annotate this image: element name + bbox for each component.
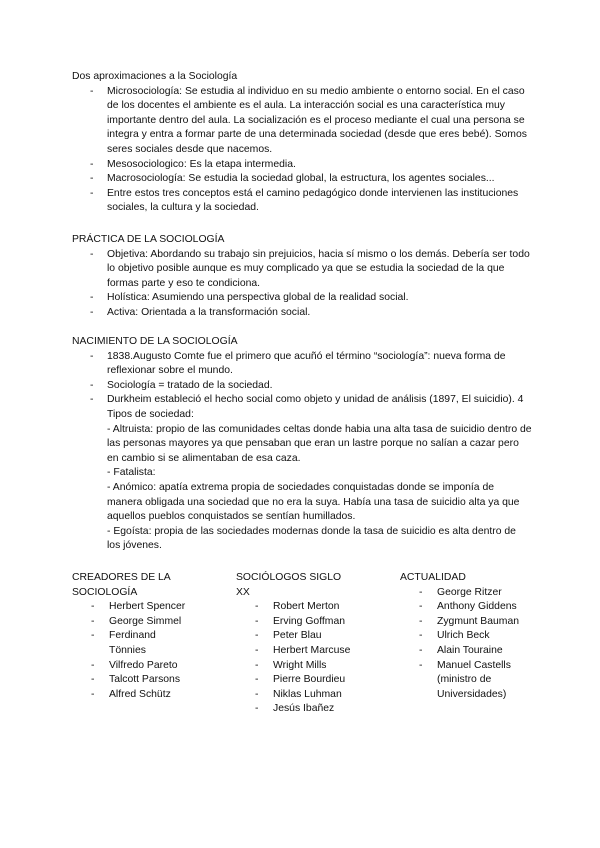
list-item: - Alfred Schütz [72, 688, 202, 703]
list-item: - Peter Blau [236, 629, 371, 644]
section-birth [72, 335, 532, 554]
section-practice [72, 233, 532, 321]
list-item: - Anthony Giddens [400, 600, 535, 615]
list-item: - Macrosociología: Se estudia la sociedad global, la estructura, los agentes sociales... [72, 172, 532, 187]
list-item: - Niklas Luhman [236, 688, 371, 703]
list-item: - Herbert Marcuse [236, 644, 371, 659]
current-list [400, 586, 535, 703]
list-item: - Microsociología: Se estudia al individuo en su medio ambiente o entorno social. En el caso de los docentes el ambiente es el aula. La interacción social es una característica muy importante dentro del aula. La socialización es el proceso mediante el cual una persona se integra y entra a formar parte de una determinada sociedad (desde que eres bebé). Somos seres sociales desde que nacemos. [72, 85, 532, 158]
society-type-anomico: - Anómico: apatía extrema propia de sociedades conquistadas donde se imponía de manera obligada una sociedad que no era la suya. Había una tasa de suicidio alta ya que aquellos pueblos conquistados se sentían humillados. [107, 481, 520, 523]
list-item: - Manuel Castells (ministro de Universidades) [400, 659, 522, 703]
society-type-fatalista: - Fatalista: [107, 467, 156, 479]
section-approaches [72, 70, 532, 216]
list-item: - Vilfredo Pareto [72, 659, 202, 674]
creators-list [72, 600, 202, 702]
list-item: - Herbert Spencer [72, 600, 202, 615]
list-item: - Zygmunt Bauman [400, 615, 535, 630]
list-item: - Jesús Ibañez [236, 702, 371, 717]
list-item: - George Ritzer [400, 586, 535, 601]
list-item: - Robert Merton [236, 600, 371, 615]
column-20th-century-title: SOCIÓLOGOS SIGLO XX [236, 572, 342, 598]
list-item: - Mesosociologico: Es la etapa intermedia. [72, 158, 532, 173]
society-type-altruista: - Altruista: propio de las comunidades celtas donde habia una alta tasa de suicidio dentro de las personas mayores ya que pensaban que eran un lastre porque no salían a cazar pero en cambio si se alimentaban de esa caza. [107, 423, 532, 464]
column-current-title: ACTUALIDAD [400, 572, 466, 583]
section-birth-title: NACIMIENTO DE LA SOCIOLOGÍA [72, 336, 238, 347]
section-approaches-title: Dos aproximaciones a la Sociología [72, 71, 238, 82]
society-type-egoista: - Egoísta: propia de las sociedades modernas donde la tasa de suicidio es alta dentro de los jóvenes. [107, 525, 516, 552]
list-item: - Erving Goffman [236, 615, 371, 630]
practice-list [72, 248, 532, 321]
list-item: - Sociología = tratado de la sociedad. [72, 379, 532, 394]
approaches-list [72, 85, 532, 216]
list-item: - Talcott Parsons [72, 673, 202, 688]
column-creators [72, 571, 202, 702]
column-20th-century [236, 571, 371, 717]
list-item: - Wright Mills [236, 659, 371, 674]
list-item: - Alain Touraine [400, 644, 535, 659]
list-item: - Holística: Asumiendo una perspectiva global de la realidad social. [72, 291, 532, 306]
column-creators-title: CREADORES DE LA SOCIOLOGÍA [72, 572, 171, 598]
list-item: - Activa: Orientada a la transformación social. [72, 306, 532, 321]
list-item-durkheim [72, 393, 532, 554]
list-item: - George Simmel [72, 615, 202, 630]
durkheim-intro: - Durkheim estableció el hecho social como objeto y unidad de análisis (1897, El suicidio). 4 Tipos de sociedad: [107, 394, 524, 420]
list-item: - Objetiva: Abordando su trabajo sin prejuicios, hacia sí mismo o los demás. Debería ser todo lo objetivo posible aunque es muy complicado ya que se estudia la sociedad de la que formas parte y eso te condiciona. [72, 248, 532, 292]
list-item: - Ferdinand Tönnies [72, 629, 169, 658]
sociologists-list [236, 600, 371, 717]
birth-list [72, 350, 532, 554]
list-item: - Ulrich Beck [400, 629, 535, 644]
list-item: - Entre estos tres conceptos está el camino pedagógico donde intervienen las instituciones sociales, la cultura y la sociedad. [72, 187, 532, 216]
column-current [400, 571, 535, 702]
list-item: - Pierre Bourdieu [236, 673, 371, 688]
section-practice-title: PRÁCTICA DE LA SOCIOLOGÍA [72, 234, 225, 245]
list-item: - 1838.Augusto Comte fue el primero que acuñó el término “sociología”: nueva forma de reflexionar sobre el mundo. [72, 350, 532, 379]
